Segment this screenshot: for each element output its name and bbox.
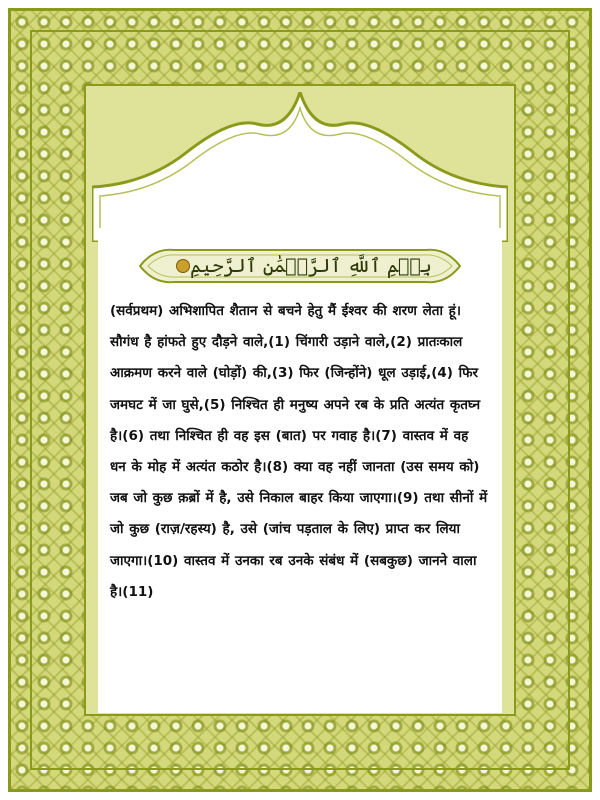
verse-marker-icon bbox=[176, 259, 190, 273]
arch-ornament bbox=[92, 92, 508, 242]
basmala-text: بِسۡمِ ٱللَّهِ ٱلرَّحۡمَٰنِ ٱلرَّحِيمِ bbox=[190, 255, 432, 277]
translation-paragraph: (सर्वप्रथम) अभिशापित शैतान से बचने हेतु मैं ईश्वर की शरण लेता हूं। सौगंध है हांफते हुए दौड़ने वाले,(1) चिंगारी उड़ाने वाले,(2) प्रातःकाल आक्रमण करने वाले (घोड़ों) की,(3) फिर (जिन्होंने) धूल उड़ाई,(4) फिर जमघट में जा घुसे,(5) निश्चित ही मनुष्य अपने रब के प्रति अत्यंत कृतघ्न है।(6) तथा निश्चित ही वह इस (बात) पर गवाह है।(7) वास्तव में वह धन के मोह में अत्यंत कठोर है।(8) क्या वह नहीं जानता (उस समय को) जब जो कुछ क़ब्रों में है, उसे निकाल बाहर किया जाएगा।(9) तथा सीनों में जो कुछ (राज़/रहस्य) है, उसे (जांच पड़ताल के लिए) प्राप्त कर लिया जाएगा।(10) वास्तव में उनका रब उनके संबंध में (सबकुछ) जानने वाला है।(11) bbox=[110, 303, 488, 600]
basmala-calligraphy bbox=[150, 248, 450, 284]
